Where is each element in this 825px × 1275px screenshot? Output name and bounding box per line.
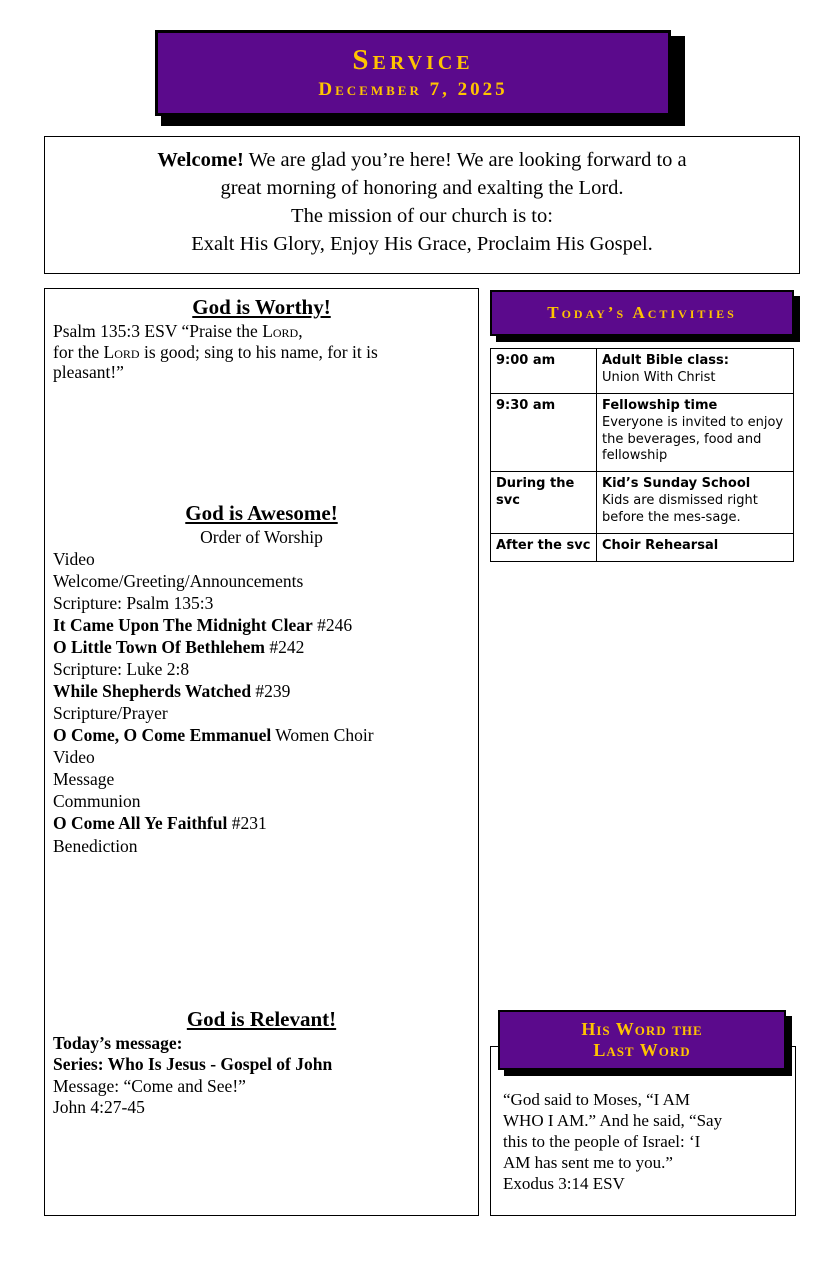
spacer-worthy	[53, 383, 470, 501]
worthy-verse-line-2	[53, 342, 470, 363]
service-header-banner	[155, 30, 685, 126]
list-item	[53, 768, 470, 790]
activity-time: 9:00 am	[491, 349, 597, 394]
worthy-verse	[53, 321, 470, 383]
activity-title: Choir Rehearsal	[602, 538, 719, 554]
his-word-banner	[498, 1010, 798, 1076]
list-item	[53, 746, 470, 768]
activity-title: Kid’s Sunday School	[602, 476, 751, 492]
worthy-line2-rest: is good; sing to his name, for it is	[139, 341, 378, 362]
activity-desc: Everyone is invited to enjoy the beverages, food and fellowship	[602, 414, 784, 464]
list-item	[53, 570, 470, 592]
his-word-quote-line-4: AM has sent me to you.”	[503, 1153, 673, 1173]
item-text: #246	[312, 615, 353, 636]
sermon-title: Message: “Come and See!”	[53, 1075, 246, 1096]
item-text: Women Choir	[271, 725, 374, 746]
service-date: December 7, 2025	[318, 78, 508, 100]
list-item	[53, 680, 470, 702]
item-text: Scripture: Luke 2:8	[53, 659, 190, 680]
item-bold: O Come, O Come Emmanuel	[53, 725, 272, 746]
list-item	[53, 658, 470, 680]
his-word-quote-line-2: WHO I AM.” And he said, “Say	[503, 1111, 723, 1131]
god-is-awesome-heading: God is Awesome!	[185, 500, 338, 525]
worthy-line2-prefix: for the	[53, 341, 104, 362]
activity-details	[597, 393, 794, 472]
activity-details	[597, 349, 794, 394]
worthy-verse-line-1	[53, 321, 470, 342]
sermon-passage: John 4:27-45	[53, 1097, 145, 1118]
list-item	[53, 790, 470, 812]
activities-table	[490, 348, 794, 562]
his-word-banner-line-1: His Word the	[581, 1019, 703, 1040]
worthy-verse-line-3: pleasant!”	[53, 362, 124, 383]
table-row	[491, 472, 794, 534]
table-row	[491, 349, 794, 394]
list-item	[53, 592, 470, 614]
item-text: #231	[227, 813, 267, 834]
table-row	[491, 393, 794, 472]
his-word-banner-body	[498, 1010, 786, 1070]
list-item	[53, 835, 470, 857]
activity-title: Adult Bible class:	[602, 353, 729, 368]
item-text: Scripture/Prayer	[53, 703, 168, 724]
item-text: Video	[53, 747, 95, 768]
welcome-line-2: great morning of honoring and exalting the Lord.	[220, 176, 624, 199]
list-item	[53, 614, 470, 636]
list-item	[53, 812, 470, 834]
item-text: Scripture: Psalm 135:3	[53, 593, 214, 614]
his-word-quote-line-3: this to the people of Israel: ‘I	[503, 1132, 701, 1152]
order-of-worship-panel	[44, 288, 479, 1216]
lord-smallcaps-2: Lord	[103, 341, 140, 362]
item-text: #239	[251, 681, 291, 702]
welcome-text-1: We are glad you’re here! We are looking forward to a	[248, 149, 687, 171]
todays-activities-banner	[490, 290, 810, 342]
activity-desc: Kids are dismissed right before the mes-sage.	[602, 493, 758, 526]
item-bold: While Shepherds Watched	[53, 681, 252, 702]
welcome-line-4: Exalt His Glory, Enjoy His Grace, Proclaim His Gospel.	[191, 232, 653, 255]
item-bold: O Come All Ye Faithful	[53, 813, 228, 834]
his-word-reference: Exodus 3:14 ESV	[503, 1174, 625, 1194]
activity-details	[597, 472, 794, 534]
welcome-line-3: The mission of our church is to:	[291, 204, 553, 227]
spacer-awesome	[53, 857, 470, 1007]
list-item	[53, 702, 470, 724]
activity-desc: Union With Christ	[602, 369, 716, 385]
item-text: Benediction	[53, 835, 138, 856]
god-is-relevant-heading: God is Relevant!	[186, 1006, 337, 1031]
list-item	[53, 636, 470, 658]
activity-title: Fellowship time	[602, 397, 718, 413]
welcome-label: Welcome!	[157, 149, 244, 171]
activities-banner-title: Today’s Activities	[547, 303, 737, 322]
god-is-worthy-heading: God is Worthy!	[192, 295, 331, 319]
his-word-banner-line-2: Last Word	[593, 1040, 691, 1060]
item-bold: O Little Town Of Bethlehem	[53, 637, 265, 658]
message-block	[53, 1033, 470, 1119]
activity-time: During the svc	[491, 472, 597, 534]
worthy-ref-prefix: Psalm 135:3 ESV “Praise the	[53, 321, 263, 341]
list-item	[53, 724, 470, 746]
item-text: Video	[53, 548, 95, 569]
order-of-worship-subheading: Order of Worship	[200, 526, 323, 547]
item-text: Message	[53, 769, 115, 790]
table-row	[491, 534, 794, 562]
welcome-line-1	[59, 147, 785, 175]
item-text: Welcome/Greeting/Announcements	[53, 570, 304, 591]
item-text: Communion	[53, 791, 141, 812]
welcome-box	[44, 136, 800, 274]
order-of-worship-list	[53, 548, 470, 857]
lord-smallcaps-1: Lord	[262, 321, 299, 341]
worthy-ref-mid: ,	[298, 321, 303, 341]
page-title: Service	[352, 44, 474, 77]
sermon-series: Series: Who Is Jesus - Gospel of John	[53, 1054, 333, 1075]
activities-banner-body	[490, 290, 794, 336]
activity-time: 9:30 am	[491, 393, 597, 472]
banner-body	[155, 30, 671, 116]
activity-time: After the svc	[491, 534, 597, 562]
item-text: #242	[264, 637, 305, 658]
todays-message-label: Today’s message:	[53, 1032, 183, 1053]
his-word-quote-line-1: “God said to Moses, “I AM	[503, 1090, 690, 1109]
activity-details	[597, 534, 794, 562]
item-bold: It Came Upon The Midnight Clear	[53, 615, 313, 636]
list-item	[53, 548, 470, 570]
